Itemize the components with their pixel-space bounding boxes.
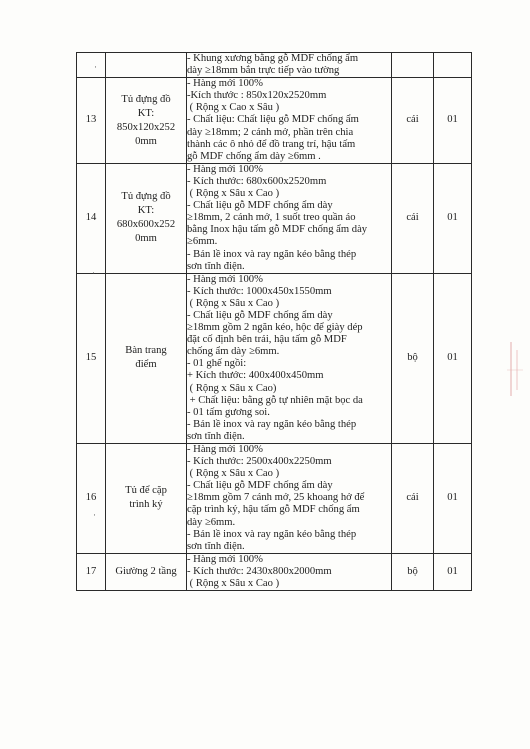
spec-line: chống ẩm dày ≥6mm. bbox=[187, 346, 280, 358]
item-name-line: trình ký bbox=[129, 499, 163, 511]
item-quantity: 01 bbox=[434, 444, 472, 554]
spec-line: ≥18mm gồm 7 cánh mở, 25 khoang hở để bbox=[187, 492, 365, 504]
spec-line: + Kích thước: 400x400x450mm bbox=[187, 370, 324, 382]
spec-line: ( Rộng x Sâu x Cao ) bbox=[187, 297, 280, 309]
spec-line: - Bản lề inox và ray ngăn kéo bằng thép bbox=[187, 248, 357, 260]
spec-line: - Kích thước: 1000x450x1550mm bbox=[187, 285, 332, 297]
spec-line: - Chất liệu: Chất liệu gỗ MDF chống ẩm bbox=[187, 114, 359, 126]
spec-line: - Kích thước: 2500x400x2250mm bbox=[187, 456, 332, 468]
spec-line: ( Rộng x Sâu x Cao ) bbox=[187, 578, 280, 590]
item-unit bbox=[392, 53, 434, 78]
item-name-line: KT: bbox=[137, 205, 155, 217]
scan-dot: · bbox=[93, 510, 96, 520]
item-unit: bộ bbox=[392, 553, 434, 590]
item-name-line: Tủ đựng đồ bbox=[121, 93, 171, 105]
spec-line: - Kích thước: 680x600x2520mm bbox=[187, 175, 327, 187]
item-name-line: 0mm bbox=[135, 233, 157, 245]
item-specification bbox=[187, 53, 392, 78]
spec-line: - Khung xương bằng gỗ MDF chống ẩm bbox=[187, 53, 359, 64]
item-name bbox=[106, 78, 187, 164]
spec-line: ≥6mm. bbox=[187, 236, 218, 248]
spec-line: sơn tĩnh điện. bbox=[187, 260, 245, 272]
spec-line: ≥18mm gồm 2 ngăn kéo, hộc để giày dép bbox=[187, 322, 363, 334]
item-unit: cái bbox=[392, 78, 434, 164]
spec-line: thành các ô nhỏ để đồ trang trí, hậu tấm bbox=[187, 138, 356, 150]
spec-line: - Hàng mới 100% bbox=[187, 553, 263, 565]
spec-line: đặt cố định bên trái, hậu tấm gỗ MDF bbox=[187, 334, 347, 346]
spec-line: gỗ MDF chống ẩm dày ≥6mm . bbox=[187, 150, 321, 162]
spec-line: ( Rộng x Cao x Sâu ) bbox=[187, 102, 280, 114]
spec-line: - Bản lề inox và ray ngăn kéo bằng thép bbox=[187, 528, 357, 540]
item-name-line: Bàn trang bbox=[125, 345, 167, 357]
product-spec-table bbox=[76, 52, 472, 591]
row-number: 15 bbox=[77, 273, 106, 443]
margin-stamp-mark bbox=[505, 340, 527, 400]
spec-line: ( Rộng x Sâu x Cao ) bbox=[187, 188, 280, 200]
item-specification bbox=[187, 78, 392, 164]
spec-line: -Kích thước : 850x120x2520mm bbox=[187, 90, 327, 102]
item-name bbox=[106, 273, 187, 443]
item-unit: cái bbox=[392, 444, 434, 554]
table-row bbox=[77, 553, 472, 590]
spec-line: - Kích thước: 2430x800x2000mm bbox=[187, 565, 332, 577]
spec-line: cặp trình ký, hậu tấm gỗ MDF chống ẩm bbox=[187, 504, 360, 516]
item-specification bbox=[187, 163, 392, 273]
item-quantity: 01 bbox=[434, 553, 472, 590]
spec-line: - Hàng mới 100% bbox=[187, 273, 263, 285]
spec-line: + Chất liệu: bằng gỗ tự nhiên mặt bọc da bbox=[187, 394, 363, 406]
item-specification bbox=[187, 444, 392, 554]
spec-line: dày ≥18mm; 2 cánh mở, phần trên chia bbox=[187, 126, 354, 138]
item-specification bbox=[187, 553, 392, 590]
item-name-line: 850x120x252 bbox=[116, 121, 176, 133]
scan-dot: · bbox=[94, 62, 97, 72]
item-name bbox=[106, 53, 187, 78]
item-name-line: Tủ để cặp bbox=[125, 485, 167, 497]
item-name bbox=[106, 444, 187, 554]
row-number: 16 bbox=[77, 444, 106, 554]
spec-line: - Hàng mới 100% bbox=[187, 78, 263, 90]
item-unit: bộ bbox=[392, 273, 434, 443]
item-quantity: 01 bbox=[434, 273, 472, 443]
item-name-line: 0mm bbox=[135, 135, 157, 147]
spec-line: dày ≥6mm. bbox=[187, 516, 236, 528]
spec-line: sơn tĩnh điện. bbox=[187, 430, 245, 442]
table-row bbox=[77, 163, 472, 273]
spec-line: - Chất liệu gỗ MDF chống ẩm dày bbox=[187, 309, 333, 321]
spec-line: sơn tĩnh điện. bbox=[187, 540, 245, 552]
spec-line: ( Rộng x Sâu x Cao) bbox=[187, 382, 277, 394]
row-number: 14 bbox=[77, 163, 106, 273]
spec-line: bằng Inox hậu tấm gỗ MDF chống ẩm dày bbox=[187, 224, 368, 236]
table-row bbox=[77, 444, 472, 554]
spec-line: - Chất liệu gỗ MDF chống ẩm dày bbox=[187, 200, 333, 212]
product-spec-table-body bbox=[77, 53, 472, 591]
spec-line: - 01 ghế ngồi: bbox=[187, 358, 247, 370]
spec-line: - Hàng mới 100% bbox=[187, 444, 263, 455]
table-row bbox=[77, 53, 472, 78]
row-number: 13 bbox=[77, 78, 106, 164]
item-name-line: điểm bbox=[135, 359, 157, 371]
item-name bbox=[106, 553, 187, 590]
item-name-line: Tủ đựng đồ bbox=[121, 191, 171, 203]
table-row bbox=[77, 273, 472, 443]
item-name bbox=[106, 163, 187, 273]
row-number bbox=[77, 53, 106, 78]
spec-line: dày ≥18mm bắn trực tiếp vào tường bbox=[187, 65, 340, 77]
item-quantity: 01 bbox=[434, 78, 472, 164]
spec-line: ( Rộng x Sâu x Cao ) bbox=[187, 468, 280, 480]
spec-line: - Hàng mới 100% bbox=[187, 163, 263, 175]
spec-line: ≥18mm, 2 cánh mở, 1 suốt treo quần áo bbox=[187, 212, 356, 224]
spec-line: - Bản lề inox và ray ngăn kéo bằng thép bbox=[187, 418, 357, 430]
item-name-line: Giường 2 tầng bbox=[115, 565, 177, 577]
spec-line: - Chất liệu gỗ MDF chống ẩm dày bbox=[187, 480, 333, 492]
item-name-line: KT: bbox=[137, 107, 155, 119]
item-quantity bbox=[434, 53, 472, 78]
row-number: 17 bbox=[77, 553, 106, 590]
table-row bbox=[77, 78, 472, 164]
spec-line: - 01 tấm gương soi. bbox=[187, 406, 270, 418]
item-quantity: 01 bbox=[434, 163, 472, 273]
scan-dot: · bbox=[92, 268, 95, 278]
item-specification bbox=[187, 273, 392, 443]
item-name-line: 680x600x252 bbox=[116, 219, 176, 231]
item-unit: cái bbox=[392, 163, 434, 273]
